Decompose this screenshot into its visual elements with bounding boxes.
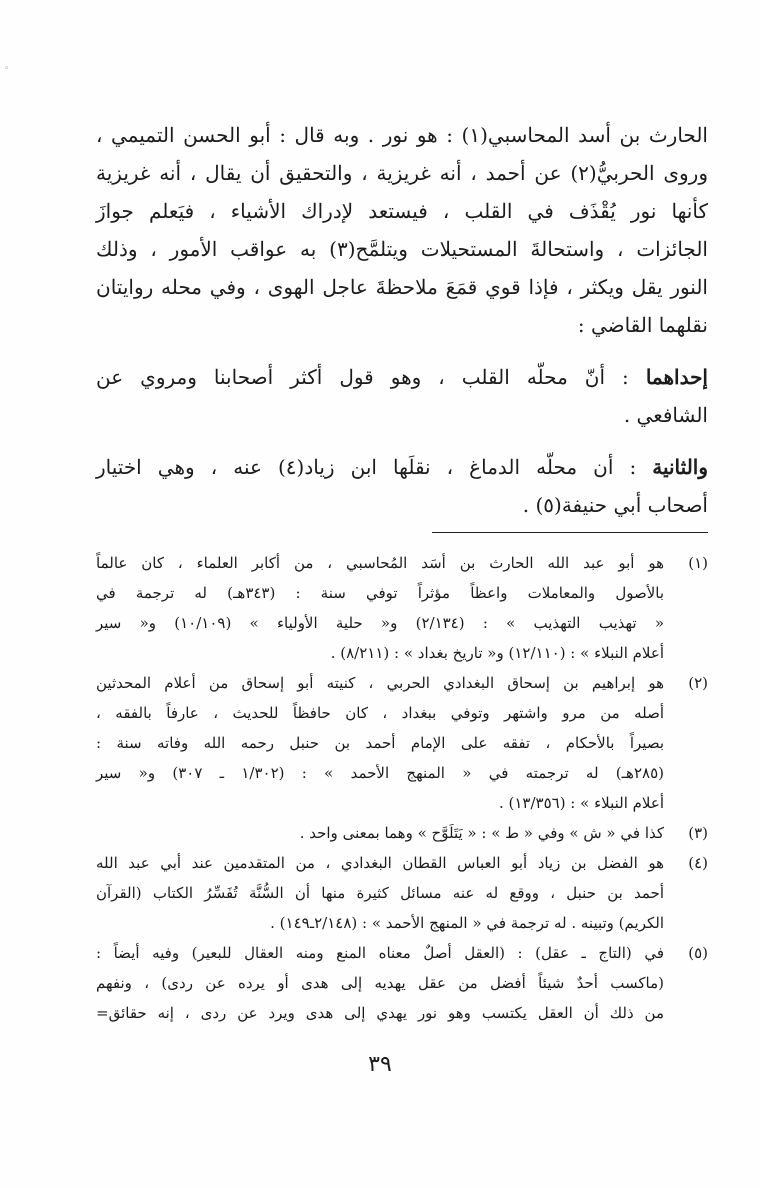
footnote-line: أعلام النبلاء » : (١٣/٣٥٦) . (498, 794, 664, 812)
footnote (96, 668, 708, 818)
text-line: النور يقل ويكثر ، فإذا قوي قمَعَ ملاحظةَ عاجل الهوى ، وفي محله روايتان (96, 275, 708, 299)
footnotes (96, 548, 708, 1028)
text-line: الشافعي . (623, 403, 708, 427)
text-line (96, 448, 708, 486)
text-line-rest: : أن محلّه الدماغ ، نقلَها ابن زياد(٤) عنه ، وهي اختيار (96, 455, 653, 479)
footnote-number: (٥) (688, 944, 708, 962)
footnote-line: في (التاج ـ عقل) : (العقل أصلٌ معناه المنع ومنه العقال للبعير) وفيه أيضاً : (96, 944, 664, 962)
text-line-rest: : أنّ محلّه القلب ، وهو قول أكثر أصحابنا ومروي عن (96, 365, 646, 389)
footnote-line: (ماكسب أحدٌ شيئاً أفضل من عقل يهديه إلى هدى أو يرده عن ردى) ، ونفهم (96, 974, 664, 992)
footnote (96, 548, 708, 668)
footnote-line: من ذلك أن العقل يكتسب وهو نور يهدي إلى هدى ويرد عن ردى ، إنه حقائق= (96, 1004, 664, 1022)
footnote-line: أعلام النبلاء » : (١٢/١١٠) و« تاريخ بغداد » : (٨/٢١١) . (330, 644, 664, 662)
footnote-line: هو إبراهيم بن إسحاق البغدادي الحربي ، كنيته أبو إسحاق من أعلام المحدثين (96, 674, 664, 692)
text-line: الجائزات ، واستحالةَ المستحيلات ويتلمَّح(٣) به عواقب الأمور ، وذلك (96, 237, 708, 261)
text-line: الحارث بن أسد المحاسبي(١) : هو نور . وبه قال : أبو الحسن التميمي ، (96, 123, 708, 147)
lead-word-second: والثانية (652, 455, 708, 479)
footnote-line: (٢٨٥هـ) له ترجمته في « المنهج الأحمد » : (١/٣٠٢ ـ ٣٠٧) و« سير (96, 764, 664, 782)
footnote-line: بالأصول والمعاملات واعظاً مؤثراً توفي سنة : (٣٤٣هـ) له ترجمة في (96, 584, 665, 602)
text-line: نقلهما القاضي : (577, 313, 708, 337)
footnote-line: « تهذيب التهذيب » : (٢/١٣٤) و« حلية الأولياء » (١٠/١٠٩) و« سير (96, 614, 664, 632)
footnote-number: (٤) (688, 854, 708, 872)
text-line: أصحاب أبي حنيفة(٥) . (522, 493, 708, 517)
footnote (96, 818, 708, 848)
footnote-line: بصيراً بالأحكام ، تفقه على الإمام أحمد بن حنبل رحمه الله وفاته سنة : (96, 734, 664, 752)
footnote-line: كذا في « ش » وفي « ط » : « يَتَلَوَّح » وهما بمعنى واحد . (299, 824, 664, 842)
footnote-line: هو أبو عبد الله الحارث بن أسَد المُحاسبي ، من أكابر العلماء ، كان عالماً (96, 554, 664, 572)
page-number: ٣٩ (368, 1052, 392, 1077)
footnote (96, 938, 708, 1028)
footnote-number: (١) (688, 554, 708, 572)
footnote-separator (432, 532, 708, 533)
footnote-line: هو الفضل بن زياد أبو العباس القطان البغدادي ، من المتقدمين عند أبي عبد الله (96, 854, 664, 872)
footnote-number: (٢) (688, 674, 708, 692)
text-line (96, 358, 708, 396)
footnote-line: أصله من مرو واشتهر وتوفي ببغداد ، كان حافظاً للحديث ، عارفاً بالفقه ، (96, 704, 664, 722)
footnote-line: الكريم) وتبينه . له ترجمة في « المنهج الأحمد » : (٢/١٤٨ـ١٤٩) . (270, 914, 664, 932)
margin-mark: ◦ (4, 64, 10, 74)
footnote (96, 848, 708, 938)
text-line: كأنها نور يُقْذَف في القلب ، فيستعد لإدراك الأشياء ، فيَعلم جوازَ (96, 199, 708, 223)
footnote-line: أحمد بن حنبل ، ووقع له عنه مسائل كثيرة منها أن السُّنَّة تُفَسِّرُ الكتاب (القرآن (96, 884, 664, 902)
footnote-number: (٣) (688, 824, 708, 842)
text-line: وروى الحربيُّ(٢) عن أحمد ، أنه غريزية ، والتحقيق أن يقال ، أنه غريزية (96, 161, 708, 185)
lead-word-first: إحداهما (645, 365, 708, 389)
main-text (96, 116, 708, 524)
